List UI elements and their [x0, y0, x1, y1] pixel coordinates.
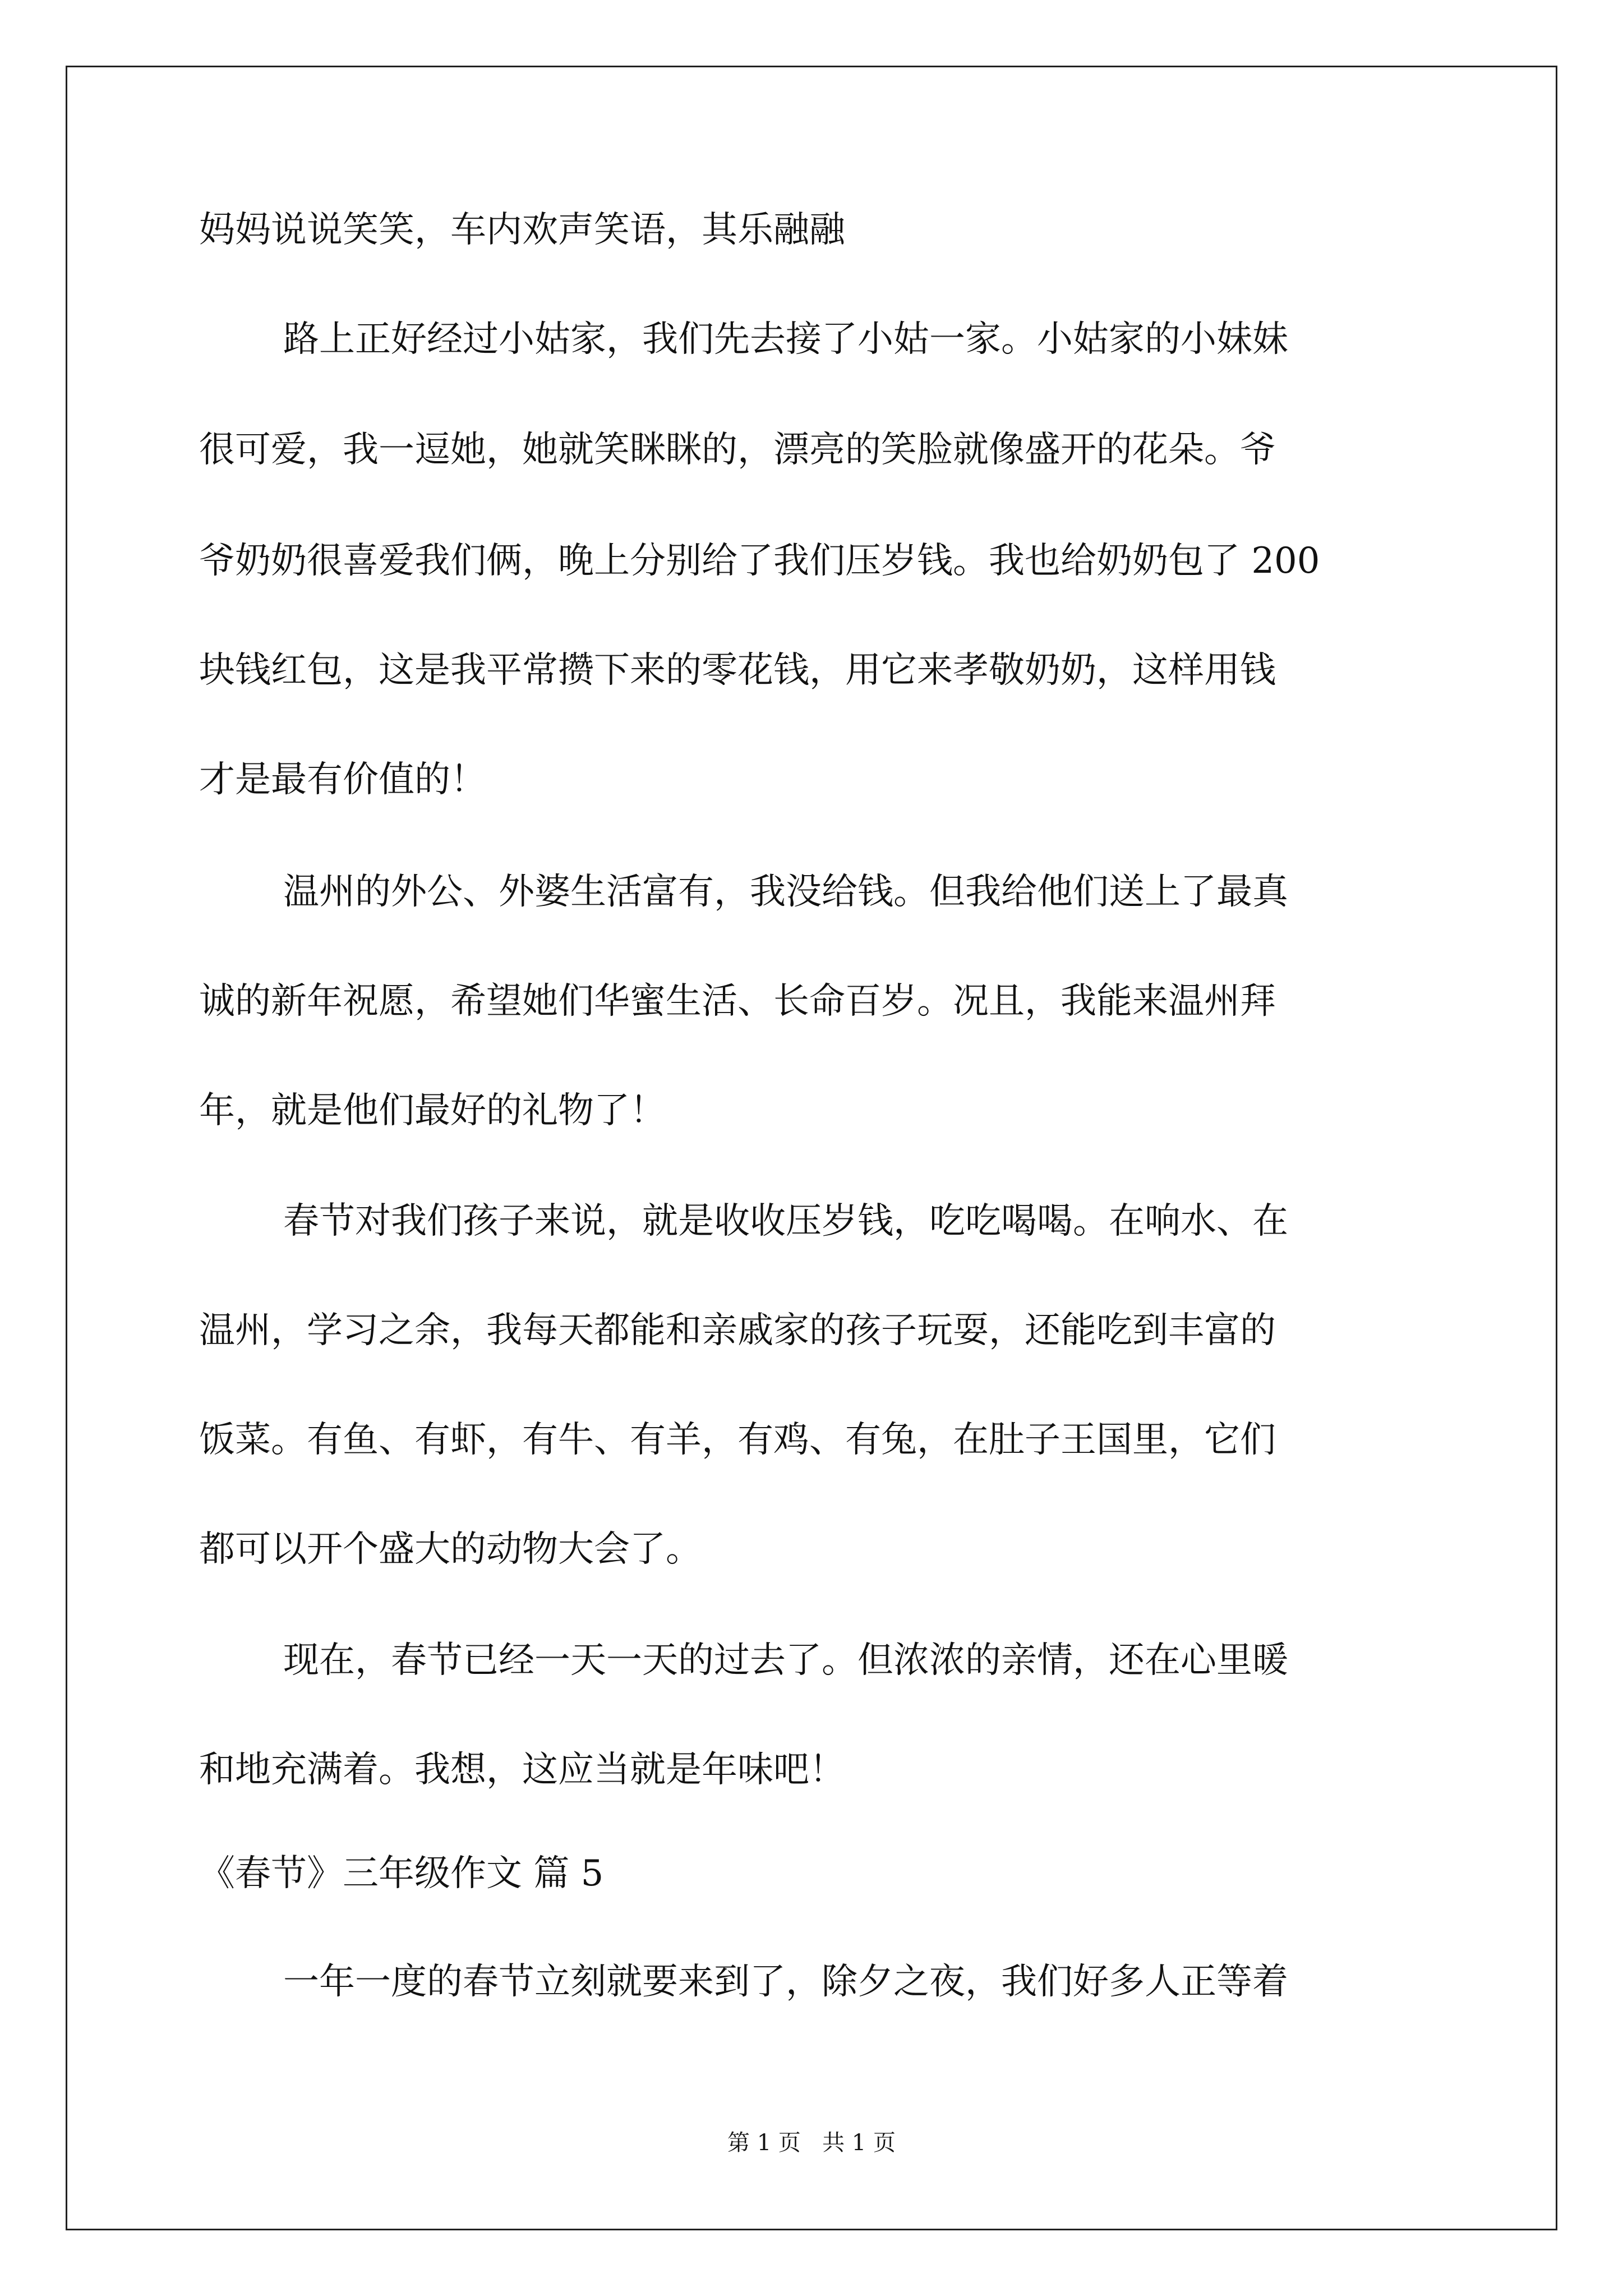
page-border — [66, 66, 1557, 2230]
text-line: 妈妈说说笑笑，车内欢声笑语，其乐融融 — [199, 209, 845, 251]
text-line: 饭菜。有鱼、有虾，有牛、有羊，有鸡、有兔，在肚子王国里，它们 — [199, 1419, 1276, 1461]
paragraph-first-line: 一年一度的春节立刻就要来到了，除夕之夜，我们好多人正等着 — [283, 1961, 1288, 2003]
page-number: 第 1 页 共 1 页 — [727, 2130, 896, 2156]
paragraph-first-line: 现在，春节已经一天一天的过去了。但浓浓的亲情，还在心里暖 — [283, 1640, 1288, 1681]
text-line: 块钱红包，这是我平常攒下来的零花钱，用它来孝敬奶奶，这样用钱 — [199, 650, 1276, 691]
text-line: 和地充满着。我想，这应当就是年味吧！ — [199, 1749, 845, 1791]
text-line: 诚的新年祝愿，希望她们华蜜生活、长命百岁。况且，我能来温州拜 — [199, 981, 1276, 1022]
text-line: 爷奶奶很喜爱我们俩，晚上分别给了我们压岁钱。我也给奶奶包了 200 — [199, 540, 1320, 582]
paragraph-first-line: 温州的外公、外婆生活富有，我没给钱。但我给他们送上了最真 — [283, 871, 1288, 913]
text-line: 才是最有价值的！ — [199, 759, 486, 800]
text-line: 温州，学习之余，我每天都能和亲戚家的孩子玩耍，还能吃到丰富的 — [199, 1310, 1276, 1351]
paragraph-first-line: 路上正好经过小姑家，我们先去接了小姑一家。小姑家的小妹妹 — [283, 319, 1288, 360]
section-heading: 《春节》三年级作文 篇 5 — [199, 1853, 604, 1894]
page-footer — [0, 2129, 1623, 2157]
paragraph-first-line: 春节对我们孩子来说，就是收收压岁钱，吃吃喝喝。在响水、在 — [283, 1200, 1288, 1242]
text-line: 都可以开个盛大的动物大会了。 — [199, 1529, 702, 1570]
text-line: 很可爱，我一逗她，她就笑眯眯的，漂亮的笑脸就像盛开的花朵。爷 — [199, 429, 1276, 471]
text-line: 年，就是他们最好的礼物了！ — [199, 1090, 666, 1131]
